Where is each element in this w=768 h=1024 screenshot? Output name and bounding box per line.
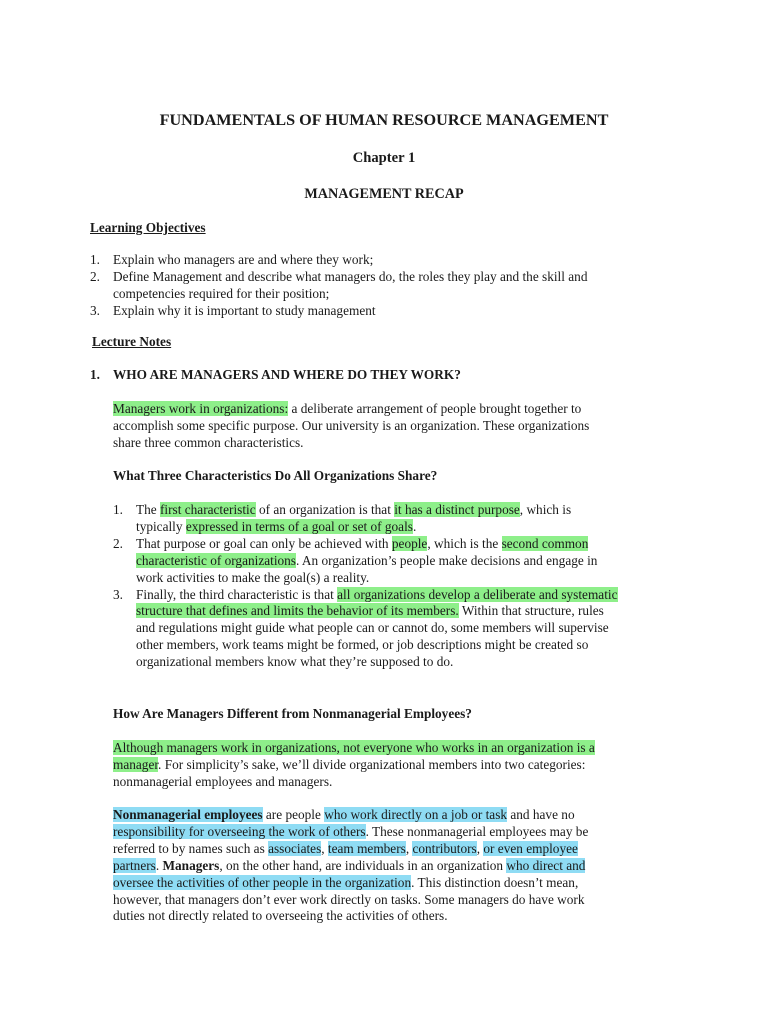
- text-segment: are people: [262, 807, 325, 822]
- text-segment: .: [412, 518, 417, 534]
- paragraph-text: . For simplicity’s sake, we’ll divide organizational members into two categories: nonmanagerial employees and managers.: [113, 756, 586, 789]
- list-number: 2.: [90, 268, 100, 284]
- text-segment: The: [136, 502, 160, 517]
- list-number: 3.: [113, 586, 123, 602]
- section-number: 1.: [90, 367, 100, 382]
- question-heading: What Three Characteristics Do All Organizations Share?: [113, 468, 438, 483]
- highlighted-text: who direct and oversee the activities of other people in the organization: [113, 857, 586, 890]
- highlighted-text: team members: [327, 840, 406, 856]
- text-segment: .: [155, 857, 163, 873]
- text-segment: ,: [405, 840, 413, 856]
- highlighted-text: contributors: [412, 840, 477, 856]
- highlighted-text: expressed in terms of a goal or set of goals: [185, 518, 413, 534]
- key-term: Managers: [162, 857, 220, 873]
- highlighted-text: who work directly on a job or task: [324, 807, 508, 822]
- highlighted-text: Managers work in organizations:: [113, 401, 289, 416]
- objectives-list: [90, 252, 615, 320]
- paragraph-text: a deliberate arrangement of people brought together to accomplish some specific purpose. Our university is an organization. These organizations share three common characteristics.: [113, 401, 590, 450]
- highlighted-text: people: [391, 535, 428, 551]
- text-segment: . This distinction doesn’t mean, however, that managers don’t ever work directly on tasks. Some managers do have work duties not directly related to overseeing the activities of others.: [113, 874, 585, 924]
- characteristics-list: [113, 502, 618, 671]
- characteristic-item: [113, 536, 618, 587]
- objective-item: [90, 269, 615, 303]
- paragraph-nonmanagerial: [113, 807, 618, 925]
- text-segment: Within that structure, rules and regulations might guide what people can or cannot do, some members will supervise other members, work teams might be formed, or job descriptions might be created so organizational members know what they’re supposed to do.: [136, 603, 609, 670]
- paragraph-managers-different: [113, 740, 618, 791]
- list-number: 2.: [113, 535, 123, 551]
- document-title: FUNDAMENTALS OF HUMAN RESOURCE MANAGEMENT: [159, 111, 609, 129]
- text-segment: Finally, the third characteristic is that: [136, 586, 338, 602]
- characteristic-item: [113, 502, 618, 536]
- objective-item: [90, 252, 615, 269]
- chapter-label: Chapter 1: [352, 150, 416, 166]
- highlighted-text: all organizations develop a deliberate and systematic structure that defines and limits the behavior of its members.: [136, 586, 618, 619]
- section-subtitle: MANAGEMENT RECAP: [304, 186, 464, 202]
- section-title: WHO ARE MANAGERS AND WHERE DO THEY WORK?: [113, 367, 461, 382]
- characteristic-item: [113, 587, 618, 672]
- highlighted-text: responsibility for overseeing the work of others: [113, 823, 366, 839]
- objective-text: Explain why it is important to study management: [113, 302, 376, 318]
- section-heading: [90, 367, 615, 384]
- text-segment: and have no: [507, 807, 575, 822]
- highlighted-text: Although managers work in organizations, not everyone who works in an organization is a manager: [113, 740, 595, 772]
- highlighted-text: it has a distinct purpose: [394, 502, 520, 517]
- question-heading: How Are Managers Different from Nonmanagerial Employees?: [113, 706, 472, 721]
- highlighted-text: or even employee partners: [113, 840, 578, 873]
- text-segment: , which is the: [427, 535, 502, 551]
- list-number: 1.: [90, 252, 100, 267]
- text-segment: . These nonmanagerial employees may be referred to by names such as: [113, 823, 589, 856]
- text-segment: . An organization’s people make decisions and engage in work activities to make the goal(s) a reality.: [136, 552, 598, 585]
- objective-text: Explain who managers are and where they work;: [113, 252, 374, 267]
- highlighted-text: first characteristic: [160, 502, 256, 517]
- text-segment: , on the other hand, are individuals in an organization: [219, 857, 507, 873]
- objective-text: Define Management and describe what managers do, the roles they play and the skill and competencies required for their position;: [113, 268, 588, 301]
- text-segment: ,: [476, 840, 484, 856]
- lecture-notes-heading: Lecture Notes: [92, 334, 172, 349]
- text-segment: That purpose or goal can only be achieved with: [136, 535, 392, 551]
- highlighted-text: associates: [268, 840, 322, 856]
- learning-objectives-heading: Learning Objectives: [90, 220, 206, 235]
- text-segment: of an organization is that: [255, 502, 395, 517]
- paragraph-managers-organizations: [113, 401, 618, 452]
- text-segment: ,: [321, 840, 328, 856]
- text-segment: , which is typically: [136, 502, 572, 534]
- key-term: Nonmanagerial employees: [113, 807, 263, 822]
- objective-item: [90, 303, 615, 320]
- highlighted-text: second common characteristic of organizations: [136, 535, 589, 568]
- list-number: 3.: [90, 302, 100, 318]
- list-number: 1.: [113, 502, 123, 517]
